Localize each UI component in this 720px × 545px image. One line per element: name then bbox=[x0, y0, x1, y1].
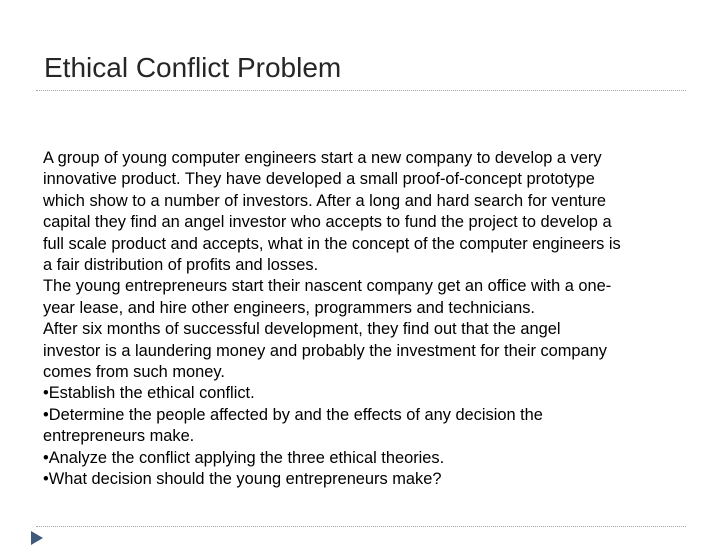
title-divider bbox=[36, 90, 686, 91]
slide-title: Ethical Conflict Problem bbox=[44, 52, 342, 83]
bullet-item: •Determine the people affected by and the effects of any decision the bbox=[43, 405, 543, 424]
triangle-arrow-icon bbox=[31, 531, 43, 545]
body-line: capital they find an angel investor who accepts to fund the project to develop a bbox=[43, 213, 612, 232]
body-line: innovative product. They have developed a small proof-of-concept prototype bbox=[43, 170, 595, 189]
body-line: investor is a laundering money and probably the investment for their company bbox=[43, 341, 607, 360]
body-line: a fair distribution of profits and losses. bbox=[43, 256, 319, 275]
body-line: comes from such money. bbox=[43, 363, 225, 382]
body-line: After six months of successful development, they find out that the angel bbox=[43, 320, 561, 339]
body-line: The young entrepreneurs start their nascent company get an office with a one- bbox=[43, 277, 612, 296]
bullet-item: •Analyze the conflict applying the three ethical theories. bbox=[43, 448, 445, 467]
body-line: year lease, and hire other engineers, programmers and technicians. bbox=[43, 298, 535, 317]
body-line: full scale product and accepts, what in the concept of the computer engineers is bbox=[43, 234, 621, 253]
slide-body bbox=[43, 148, 683, 491]
bullet-item-continuation: entrepreneurs make. bbox=[43, 427, 195, 446]
body-line: which show to a number of investors. After a long and hard search for venture bbox=[43, 191, 607, 210]
footer-divider bbox=[36, 526, 686, 527]
body-line: A group of young computer engineers start a new company to develop a very bbox=[43, 149, 602, 167]
bullet-item: •Establish the ethical conflict. bbox=[43, 384, 255, 403]
bullet-item: •What decision should the young entrepreneurs make? bbox=[43, 470, 442, 489]
